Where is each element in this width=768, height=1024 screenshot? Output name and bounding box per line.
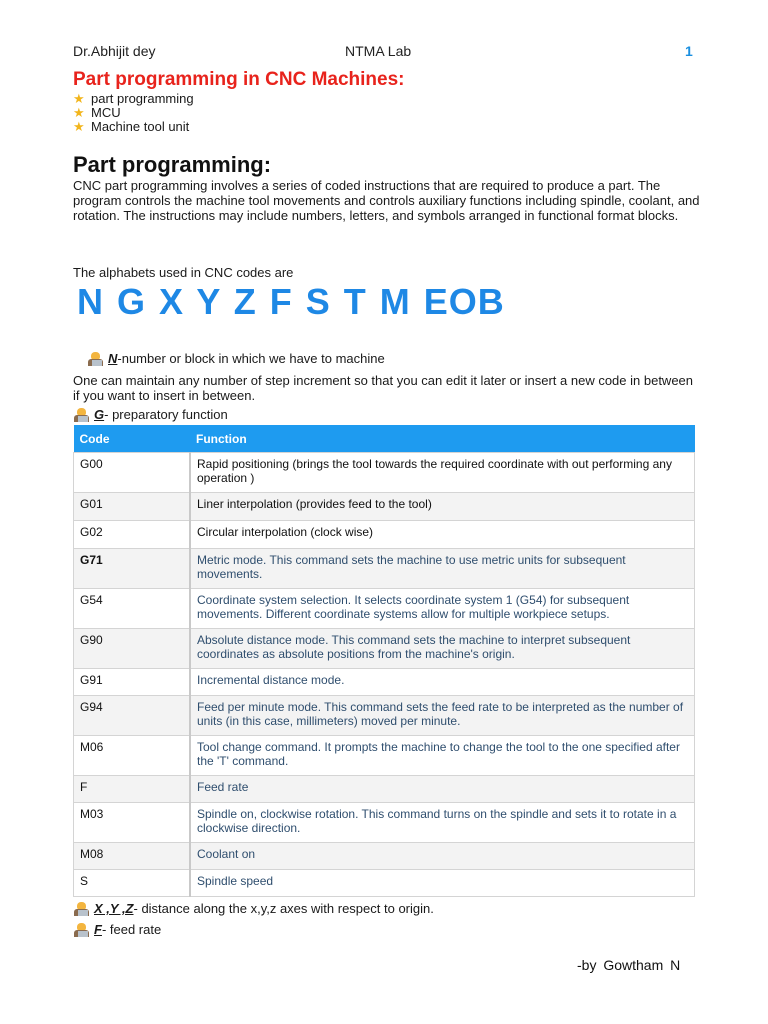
code-cell: G00 xyxy=(74,453,191,493)
page-title: Part programming in CNC Machines: xyxy=(73,69,405,90)
topic-list xyxy=(73,92,194,134)
code-cell: G94 xyxy=(74,696,191,736)
table-row xyxy=(74,736,695,776)
table-row xyxy=(74,870,695,897)
code-table xyxy=(73,425,695,897)
code-cell: F xyxy=(74,776,191,803)
f-code-item xyxy=(73,922,161,937)
function-cell: Spindle on, clockwise rotation. This command turns on the spindle and sets it to rotate in a clockwise direction. xyxy=(190,803,695,843)
function-cell: Feed per minute mode. This command sets the feed rate to be interpreted as the number of units (in this case, millimeters) moved per minute. xyxy=(190,696,695,736)
column-header-function: Function xyxy=(190,425,695,453)
technologist-icon xyxy=(73,902,91,916)
function-cell: Incremental distance mode. xyxy=(190,669,695,696)
table-row xyxy=(74,493,695,521)
code-cell: G02 xyxy=(74,521,191,549)
table-row xyxy=(74,589,695,629)
function-cell: Spindle speed xyxy=(190,870,695,897)
code-cell: G54 xyxy=(74,589,191,629)
g-code-text: - preparatory function xyxy=(104,407,228,422)
column-header-code: Code xyxy=(74,425,191,453)
function-cell: Feed rate xyxy=(190,776,695,803)
code-cell: M08 xyxy=(74,843,191,870)
page-number: 1 xyxy=(685,43,693,59)
cnc-alphabets: N G X Y Z F S T M EOB xyxy=(77,281,505,322)
technologist-icon xyxy=(87,352,105,366)
topic-label: part programming xyxy=(91,91,194,106)
topic-label: Machine tool unit xyxy=(91,119,190,134)
table-row xyxy=(74,521,695,549)
table-row xyxy=(74,776,695,803)
f-code-text: - feed rate xyxy=(101,922,162,937)
code-cell: G71 xyxy=(74,549,191,589)
section-heading: Part programming: xyxy=(73,152,272,177)
function-cell: Absolute distance mode. This command sets the machine to interpret subsequent coordinates as absolute positions from the machine's origin. xyxy=(190,629,695,669)
star-icon: ★ xyxy=(73,105,85,120)
star-icon: ★ xyxy=(73,91,85,106)
code-cell: M03 xyxy=(74,803,191,843)
table-row xyxy=(74,549,695,589)
g-code-key: G xyxy=(94,407,105,422)
alphabets-intro: The alphabets used in CNC codes are xyxy=(73,265,294,280)
function-cell: Liner interpolation (provides feed to the tool) xyxy=(190,493,695,521)
xyz-code-text: - distance along the x,y,z axes with respect to origin. xyxy=(133,901,434,916)
intro-paragraph: CNC part programming involves a series of coded instructions that are required to produce a part. The program controls the machine tool movements and controls auxiliary functions including spindle, coolant, and rotation. The instructions may include numbers, letters, and symbols arranged in functional format blocks. xyxy=(73,178,700,223)
n-code-paragraph: One can maintain any number of step increment so that you can edit it later or insert a new code in between if you want to insert in between. xyxy=(73,373,694,403)
topic-item xyxy=(73,106,194,120)
code-cell: M06 xyxy=(74,736,191,776)
n-code-key: N xyxy=(108,351,118,366)
footer-credit: -by Gowtham N xyxy=(577,957,681,973)
table-row xyxy=(74,669,695,696)
function-cell: Circular interpolation (clock wise) xyxy=(190,521,695,549)
table-row xyxy=(74,696,695,736)
topic-item xyxy=(73,120,194,134)
table-row xyxy=(74,453,695,493)
code-cell: G91 xyxy=(74,669,191,696)
table-row xyxy=(74,803,695,843)
code-cell: G90 xyxy=(74,629,191,669)
xyz-code-item xyxy=(73,901,434,916)
function-cell: Rapid positioning (brings the tool towards the required coordinate with out performing any operation ) xyxy=(190,453,695,493)
technologist-icon xyxy=(73,408,91,422)
function-cell: Coolant on xyxy=(190,843,695,870)
topic-item xyxy=(73,92,194,106)
function-cell: Tool change command. It prompts the machine to change the tool to the one specified after the 'T' command. xyxy=(190,736,695,776)
code-cell: G01 xyxy=(74,493,191,521)
n-code-item xyxy=(87,351,385,366)
n-code-text: -number or block in which we have to machine xyxy=(117,351,385,366)
xyz-code-key: X ,Y ,Z xyxy=(94,901,134,916)
header-author: Dr.Abhijit dey xyxy=(73,43,156,59)
table-row xyxy=(74,629,695,669)
f-code-key: F xyxy=(94,922,102,937)
star-icon: ★ xyxy=(73,119,85,134)
topic-label: MCU xyxy=(91,105,121,120)
function-cell: Coordinate system selection. It selects coordinate system 1 (G54) for subsequent movements. Different coordinate systems allow for multiple workpiece setups. xyxy=(190,589,695,629)
code-cell: S xyxy=(74,870,191,897)
table-row xyxy=(74,843,695,870)
g-code-item xyxy=(73,407,228,422)
table-header-row xyxy=(74,425,695,453)
header-lab: NTMA Lab xyxy=(345,43,412,59)
function-cell: Metric mode. This command sets the machine to use metric units for subsequent movements. xyxy=(190,549,695,589)
technologist-icon xyxy=(73,923,91,937)
